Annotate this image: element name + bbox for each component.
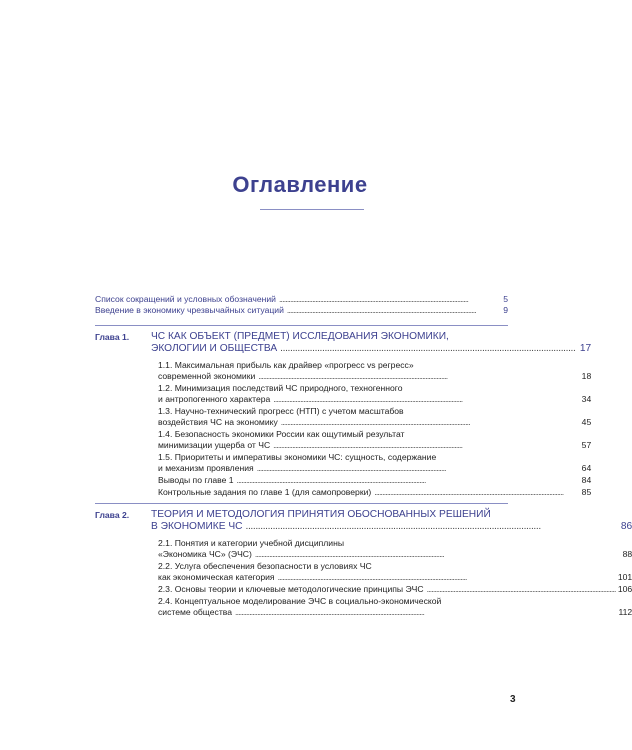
entry-page: 34 [581,393,592,404]
entry-page: 101 [617,572,632,583]
entry-text: 1.5. Приоритеты и императивы экономики ЧС: сущность, содержание [158,451,437,462]
toc-chapter-2 [95,508,632,619]
leader-dots [287,305,491,316]
entry-page: 64 [581,463,592,474]
entry-text: 1.3. Научно-технический прогресс (НТП) с учетом масштабов [158,405,404,416]
entry-page: 9 [503,305,508,316]
entry-text: Список сокращений и условных обозначений [95,294,276,304]
entry-text: системе общества [158,606,233,617]
leader-dots [273,440,574,451]
toc-entry-introduction[interactable] [95,305,508,316]
entry-text: и механизм проявления [158,463,254,474]
entry-text: 1.1. Максимальная прибыль как драйвер «прогресс vs регресс» [158,359,414,370]
table-of-contents [95,294,632,619]
chapter-title-line: ТЕОРИЯ И МЕТОДОЛОГИЯ ПРИНЯТИЯ ОБОСНОВАННЫХ РЕШЕНИЙ [151,508,491,520]
chapter-label: Глава 2. [95,509,130,520]
toc-section-1-3[interactable] [158,406,591,429]
leader-dots [273,394,574,405]
chapter-title[interactable] [151,331,591,356]
entry-page: 57 [581,440,592,451]
separator [95,325,508,326]
entry-text: воздействия ЧС на экономику [158,417,278,428]
entry-text: минимизации ущерба от ЧС [158,440,271,451]
toc-section-2-1[interactable] [158,538,632,561]
leader-dots [235,607,615,618]
chapter-title[interactable] [151,509,632,534]
leader-dots [237,475,575,486]
entry-page: 17 [579,343,592,355]
toc-section-1-1[interactable] [158,360,591,383]
toc-section-2-3[interactable] [158,584,632,595]
entry-text: Введение в экономику чрезвычайных ситуаций [95,305,284,316]
entry-page: 85 [581,486,592,497]
entry-text: и антропогенного характера [158,393,271,404]
entry-page: 18 [581,370,592,381]
leader-dots [255,549,615,560]
chapter-label: Глава 1. [95,331,130,342]
toc-section-2-4[interactable] [158,596,632,619]
toc-chapter-1 [95,330,592,499]
entry-text: 1.2. Минимизация последствий ЧС природного, техногенного [158,382,403,393]
entry-page: 45 [581,417,592,428]
leader-dots [258,371,574,382]
entry-text: современной экономики [158,370,256,381]
page-number: 3 [510,694,516,705]
entry-text: как экономическая категория [158,572,275,583]
toc-section-1-2[interactable] [158,383,591,406]
leader-dots [427,584,615,595]
entry-page: 86 [620,521,632,533]
separator [95,503,508,504]
entry-page: 106 [617,583,632,594]
leader-dots [257,463,575,474]
entry-text: 2.3. Основы теории и ключевые методологические принципы ЭЧС [158,583,424,594]
toc-chapter-1-tasks[interactable] [158,487,591,498]
entry-text: 2.4. Концептуальное моделирование ЭЧС в социально-экономической [158,595,442,606]
leader-dots [374,487,574,498]
toc-section-2-2[interactable] [158,561,632,584]
entry-text: «Экономика ЧС» (ЭЧС) [158,548,252,559]
entry-text: 2.2. Услуга обеспечения безопасности в условиях ЧС [158,560,372,571]
toc-chapter-1-conclusions[interactable] [158,475,591,486]
leader-dots [278,572,615,583]
leader-dots [280,343,574,356]
entry-page: 84 [581,475,592,486]
entry-text: Контрольные задания по главе 1 (для самопроверки) [158,486,372,497]
toc-section-1-5[interactable] [158,452,591,475]
toc-entry-abbreviations[interactable] [95,294,508,305]
title-underline [260,209,364,210]
chapter-title-line: ЭКОЛОГИИ И ОБЩЕСТВА [151,343,278,355]
entry-text: 1.4. Безопасность экономики России как ощутимый результат [158,428,405,439]
toc-section-1-4[interactable] [158,429,591,452]
entry-page: 88 [622,548,632,559]
entry-text: 2.1. Понятия и категории учебной дисциплины [158,537,345,548]
entry-page: 112 [618,606,632,617]
entry-page: 5 [503,294,508,304]
leader-dots [281,417,574,428]
chapter-title-line: В ЭКОНОМИКЕ ЧС [151,521,243,533]
entry-text: Выводы по главе 1 [158,475,234,486]
chapter-title-line: ЧС КАК ОБЪЕКТ (ПРЕДМЕТ) ИССЛЕДОВАНИЯ ЭКОНОМИКИ, [151,330,449,342]
page-title: Оглавление [232,172,368,197]
leader-dots [246,521,616,534]
leader-dots [279,294,491,305]
